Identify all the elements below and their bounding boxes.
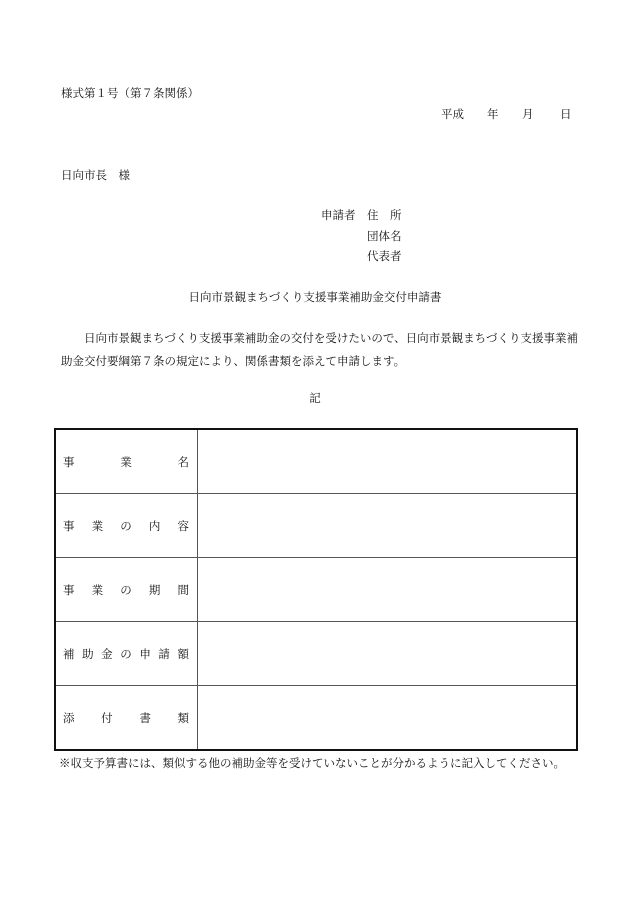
footnote: ※収支予算書には、類似する他の補助金等を受けていないことが分かるように記入してください。 [59, 756, 565, 770]
table-row-attachments [55, 686, 577, 751]
row-label: 添 付 書 類 [63, 710, 189, 725]
document-title: 日向市景観まちづくり支援事業補助金交付申請書 [188, 290, 442, 304]
row-value-field[interactable] [198, 494, 578, 558]
row-label: 事 業 名 [63, 454, 189, 469]
date-era: 平成 [441, 107, 464, 121]
address-label: 住 所 [367, 208, 402, 222]
applicant-organization-row [367, 228, 402, 244]
row-label: 事 業 の 期 間 [63, 582, 189, 597]
table-row-subsidy-amount [55, 622, 577, 686]
row-label: 補 助 金 の 申 請 額 [63, 646, 189, 661]
table-row-project-period [55, 558, 577, 622]
row-value-field[interactable] [198, 686, 578, 751]
date-line [441, 106, 572, 122]
date-month: 月 [522, 107, 534, 121]
row-label-cell [55, 622, 198, 686]
date-year: 年 [487, 107, 499, 121]
applicant-prefix: 申請者 [321, 208, 356, 222]
ki-heading: 記 [309, 391, 321, 405]
representative-label: 代表者 [367, 249, 402, 263]
addressee: 日向市長 様 [61, 168, 130, 182]
table-row-project-name [55, 429, 577, 494]
row-label-cell [55, 494, 198, 558]
row-value-field[interactable] [198, 429, 578, 494]
row-value-field[interactable] [198, 622, 578, 686]
applicant-representative-row [367, 248, 402, 264]
row-value-field[interactable] [198, 558, 578, 622]
application-items-table [54, 428, 578, 751]
body-text: 日向市景観まちづくり支援事業補助金の交付を受けたいので、日向市景観まちづくり支援事業補助金交付要綱第７条の規定により、関係書類を添えて申請します。 [61, 331, 579, 368]
organization-label: 団体名 [367, 229, 402, 243]
applicant-address-row [321, 207, 402, 223]
date-day: 日 [560, 107, 572, 121]
row-label: 事 業 の 内 容 [63, 518, 189, 533]
row-label-cell [55, 429, 198, 494]
form-number: 様式第１号（第７条関係） [61, 86, 199, 100]
row-label-cell [55, 558, 198, 622]
row-label-cell [55, 686, 198, 751]
table-row-project-content [55, 494, 577, 558]
